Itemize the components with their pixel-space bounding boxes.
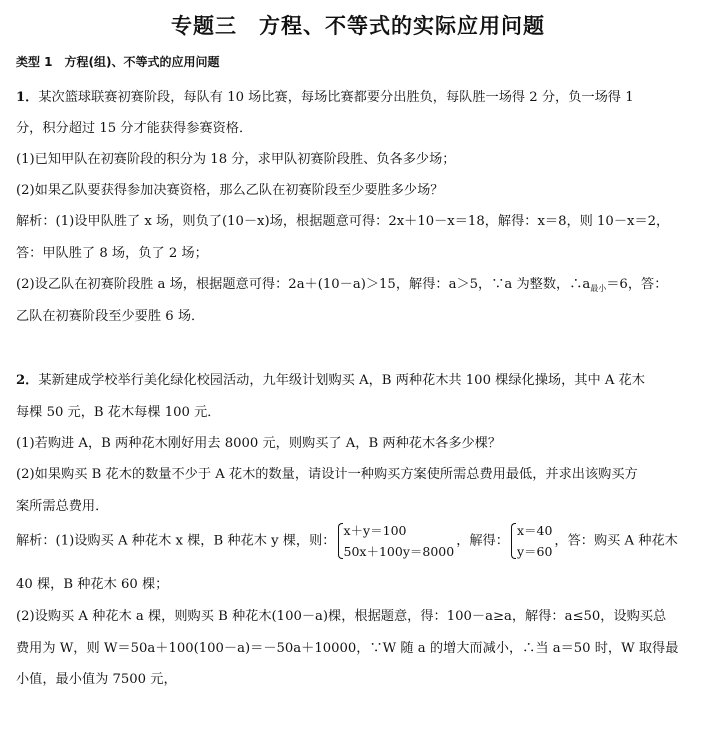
problem-2-stem-line-2: 每棵 50 元，B 花木每棵 100 元． [16,405,221,420]
problem-2-number: 2． [16,373,39,388]
problem-1-solution-1-line-1: 解析：(1)设甲队胜了 x 场，则负了(10－x)场，根据题意可得：2x＋10－x＝18，解得：x＝8，则 10－x＝2， [16,214,670,229]
page-title: 专题三 方程、不等式的实际应用问题 [171,14,545,38]
problem-2-solution-1-line-2: 40 棵，B 种花木 60 棵； [16,577,169,592]
solution-1-text-pre: 解析：(1)设购买 A 种花木 x 棵，B 种花木 y 棵，则： [16,533,336,549]
system-2-equation-1: x＝40 [516,523,553,538]
problem-1-solution-2-line-2: 乙队在初赛阶段至少要胜 6 场． [16,309,205,324]
problem-1-question-1: (1)已知甲队在初赛阶段的积分为 18 分，求甲队初赛阶段胜、负各多少场； [16,152,456,167]
system-2-equation-2: y＝60 [516,544,553,559]
problem-1-number: 1． [16,90,39,105]
problem-1-stem-text: 某次篮球联赛初赛阶段，每队有 10 场比赛，每场比赛都要分出胜负，每队胜一场得 2 分，负一场得 1 [38,90,634,105]
problem-2-question-1: (1)若购进 A，B 两种花木刚好用去 8000 元，则购买了 A，B 两种花木各多少棵？ [16,436,502,451]
problem-1-solution-2-line-1 [16,273,667,294]
equation-system-2 [511,520,552,562]
problem-1-solution-1-line-2: 答：甲队胜了 8 场，负了 2 场； [16,246,208,261]
solution-1-text-post: ，答：购买 A 种花木 [554,533,678,549]
solution-2-text-post: ＝6，答： [606,277,668,292]
subscript-min: 最小 [590,284,607,293]
problem-2-question-2-line-1: (2)如果购买 B 花木的数量不少于 A 花木的数量，请设计一种购买方案使所需总费用最低，并求出该购买方 [16,467,638,482]
system-1-equation-2: 50x＋100y＝8000 [343,544,455,559]
system-1-equation-1: x＋y＝100 [343,523,407,538]
problem-2-solution-2-line-2: 费用为 W，则 W＝50a＋100(100－a)＝－50a＋10000，∵W 随 a 的增大而减小，∴当 a＝50 时，W 取得最 [16,641,679,656]
problem-2-solution-2-line-1: (2)设购买 A 种花木 a 棵，则购买 B 种花木(100－a)棵，根据题意，得：100－a≥a，解得：a≤50，设购买总 [16,609,667,624]
section-heading: 类型 1 方程(组)、不等式的应用问题 [16,55,220,69]
problem-1-stem-line-1 [16,86,634,105]
equation-system-1 [338,520,455,562]
problem-2-solution-2-line-3: 小值，最小值为 7500 元， [16,672,177,687]
problem-1-question-2: (2)如果乙队要获得参加决赛资格，那么乙队在初赛阶段至少要胜多少场？ [16,183,444,198]
problem-2-stem-line-1 [16,369,645,388]
problem-1-stem-line-2: 分，积分超过 15 分才能获得参赛资格． [16,121,253,136]
problem-2-solution-1-line-1 [16,520,678,562]
problem-2-stem-text: 某新建成学校举行美化绿化校园活动，九年级计划购买 A，B 两种花木共 100 棵绿化操场，其中 A 花木 [38,373,645,388]
solution-2-text-pre: (2)设乙队在初赛阶段胜 a 场，根据题意可得：2a＋(10－a)＞15，解得：a＞5，∵a 为整数，∴a [16,277,591,292]
solution-1-text-mid: ，解得： [456,533,509,549]
problem-2-question-2-line-2: 案所需总费用． [16,499,109,514]
